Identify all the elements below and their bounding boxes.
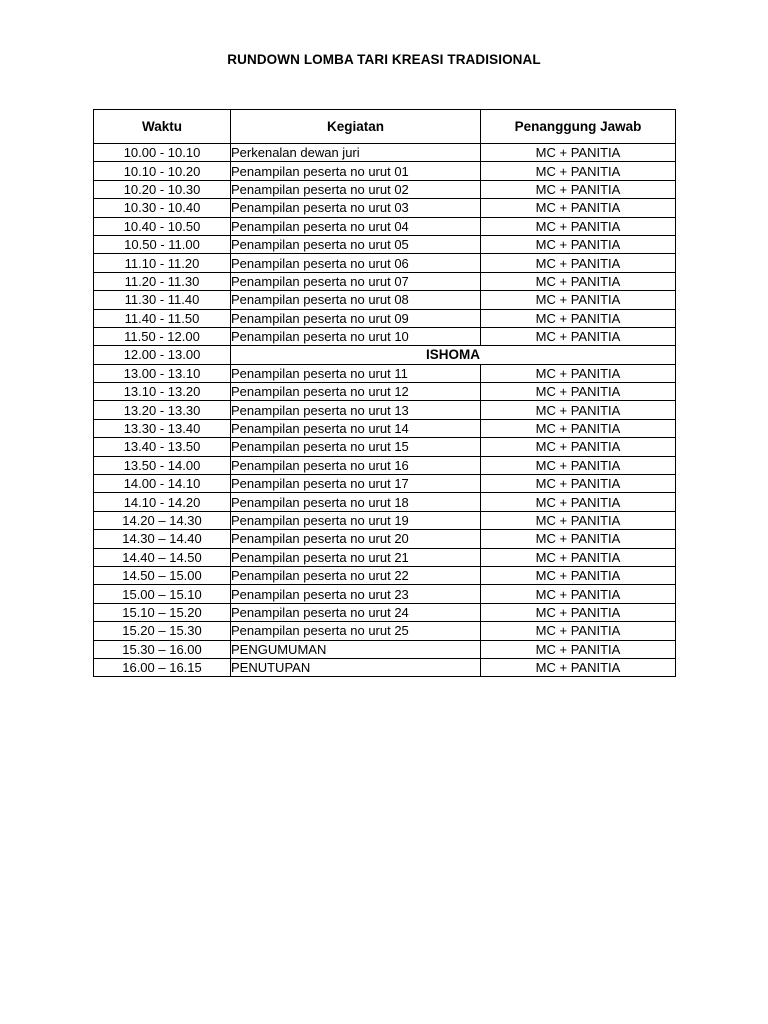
activity-cell: Penampilan peserta no urut 20 (231, 530, 481, 548)
activity-cell: Penampilan peserta no urut 02 (231, 180, 481, 198)
table-row (94, 254, 676, 272)
table-row (94, 566, 676, 584)
activity-cell: Penampilan peserta no urut 08 (231, 291, 481, 309)
time-cell: 10.00 - 10.10 (94, 144, 231, 162)
activity-cell: Penampilan peserta no urut 24 (231, 603, 481, 621)
responsible-cell: MC + PANITIA (481, 603, 676, 621)
table-row (94, 475, 676, 493)
table-row (94, 291, 676, 309)
responsible-cell: MC + PANITIA (481, 199, 676, 217)
time-cell: 13.30 - 13.40 (94, 419, 231, 437)
time-cell: 15.30 – 16.00 (94, 640, 231, 658)
activity-cell: Penampilan peserta no urut 12 (231, 383, 481, 401)
responsible-cell: MC + PANITIA (481, 401, 676, 419)
time-cell: 11.40 - 11.50 (94, 309, 231, 327)
activity-cell: Perkenalan dewan juri (231, 144, 481, 162)
responsible-cell: MC + PANITIA (481, 530, 676, 548)
activity-cell: Penampilan peserta no urut 25 (231, 622, 481, 640)
responsible-cell: MC + PANITIA (481, 327, 676, 345)
responsible-cell: MC + PANITIA (481, 456, 676, 474)
time-cell: 15.20 – 15.30 (94, 622, 231, 640)
responsible-cell: MC + PANITIA (481, 493, 676, 511)
time-cell: 10.20 - 10.30 (94, 180, 231, 198)
time-cell: 15.00 – 15.10 (94, 585, 231, 603)
responsible-cell: MC + PANITIA (481, 383, 676, 401)
time-cell: 15.10 – 15.20 (94, 603, 231, 621)
time-cell: 10.50 - 11.00 (94, 235, 231, 253)
activity-cell: Penampilan peserta no urut 15 (231, 438, 481, 456)
page-title: RUNDOWN LOMBA TARI KREASI TRADISIONAL (227, 52, 541, 67)
table-row (94, 401, 676, 419)
activity-cell: Penampilan peserta no urut 09 (231, 309, 481, 327)
responsible-cell: MC + PANITIA (481, 566, 676, 584)
activity-cell: Penampilan peserta no urut 10 (231, 327, 481, 345)
time-cell: 10.10 - 10.20 (94, 162, 231, 180)
responsible-cell: MC + PANITIA (481, 475, 676, 493)
table-row (94, 272, 676, 290)
table-row (94, 364, 676, 382)
time-cell: 12.00 - 13.00 (94, 346, 231, 364)
responsible-cell: MC + PANITIA (481, 217, 676, 235)
responsible-cell: MC + PANITIA (481, 511, 676, 529)
time-cell: 11.30 - 11.40 (94, 291, 231, 309)
responsible-cell: MC + PANITIA (481, 162, 676, 180)
responsible-cell: MC + PANITIA (481, 254, 676, 272)
responsible-cell: MC + PANITIA (481, 309, 676, 327)
header-responsible: Penanggung Jawab (481, 110, 676, 144)
responsible-cell: MC + PANITIA (481, 144, 676, 162)
activity-cell: Penampilan peserta no urut 21 (231, 548, 481, 566)
break-cell: ISHOMA (231, 346, 676, 364)
table-row (94, 456, 676, 474)
table-row (94, 548, 676, 566)
table-row (94, 493, 676, 511)
activity-cell: Penampilan peserta no urut 14 (231, 419, 481, 437)
table-row (94, 309, 676, 327)
time-cell: 11.20 - 11.30 (94, 272, 231, 290)
table-row (94, 199, 676, 217)
responsible-cell: MC + PANITIA (481, 438, 676, 456)
activity-cell: Penampilan peserta no urut 22 (231, 566, 481, 584)
responsible-cell: MC + PANITIA (481, 364, 676, 382)
time-cell: 13.40 - 13.50 (94, 438, 231, 456)
table-row (94, 383, 676, 401)
activity-cell: Penampilan peserta no urut 23 (231, 585, 481, 603)
time-cell: 13.10 - 13.20 (94, 383, 231, 401)
table-row (94, 640, 676, 658)
time-cell: 14.50 – 15.00 (94, 566, 231, 584)
activity-cell: Penampilan peserta no urut 19 (231, 511, 481, 529)
table-row (94, 217, 676, 235)
responsible-cell: MC + PANITIA (481, 235, 676, 253)
activity-cell: Penampilan peserta no urut 13 (231, 401, 481, 419)
header-activity: Kegiatan (231, 110, 481, 144)
activity-cell: Penampilan peserta no urut 16 (231, 456, 481, 474)
table-row (94, 235, 676, 253)
activity-cell: Penampilan peserta no urut 01 (231, 162, 481, 180)
header-time: Waktu (94, 110, 231, 144)
responsible-cell: MC + PANITIA (481, 548, 676, 566)
activity-cell: Penampilan peserta no urut 06 (231, 254, 481, 272)
table-row (94, 603, 676, 621)
time-cell: 10.30 - 10.40 (94, 199, 231, 217)
responsible-cell: MC + PANITIA (481, 272, 676, 290)
time-cell: 14.40 – 14.50 (94, 548, 231, 566)
activity-cell: Penampilan peserta no urut 03 (231, 199, 481, 217)
time-cell: 13.50 - 14.00 (94, 456, 231, 474)
time-cell: 14.30 – 14.40 (94, 530, 231, 548)
table-row (94, 162, 676, 180)
time-cell: 14.20 – 14.30 (94, 511, 231, 529)
table-row (94, 530, 676, 548)
table-row (94, 327, 676, 345)
table-body (94, 144, 676, 677)
table-row (94, 419, 676, 437)
time-cell: 14.00 - 14.10 (94, 475, 231, 493)
responsible-cell: MC + PANITIA (481, 640, 676, 658)
responsible-cell: MC + PANITIA (481, 658, 676, 676)
activity-cell: PENGUMUMAN (231, 640, 481, 658)
time-cell: 14.10 - 14.20 (94, 493, 231, 511)
table-header-row (94, 110, 676, 144)
table-row (94, 511, 676, 529)
activity-cell: Penampilan peserta no urut 07 (231, 272, 481, 290)
time-cell: 13.20 - 13.30 (94, 401, 231, 419)
table-row (94, 622, 676, 640)
activity-cell: Penampilan peserta no urut 05 (231, 235, 481, 253)
table-row (94, 346, 676, 364)
table-row (94, 585, 676, 603)
table-row (94, 180, 676, 198)
time-cell: 13.00 - 13.10 (94, 364, 231, 382)
time-cell: 11.50 - 12.00 (94, 327, 231, 345)
activity-cell: PENUTUPAN (231, 658, 481, 676)
rundown-table (93, 109, 676, 677)
responsible-cell: MC + PANITIA (481, 622, 676, 640)
time-cell: 16.00 – 16.15 (94, 658, 231, 676)
activity-cell: Penampilan peserta no urut 04 (231, 217, 481, 235)
responsible-cell: MC + PANITIA (481, 585, 676, 603)
activity-cell: Penampilan peserta no urut 18 (231, 493, 481, 511)
table-row (94, 144, 676, 162)
responsible-cell: MC + PANITIA (481, 180, 676, 198)
activity-cell: Penampilan peserta no urut 11 (231, 364, 481, 382)
table-row (94, 438, 676, 456)
responsible-cell: MC + PANITIA (481, 419, 676, 437)
responsible-cell: MC + PANITIA (481, 291, 676, 309)
table-row (94, 658, 676, 676)
time-cell: 10.40 - 10.50 (94, 217, 231, 235)
time-cell: 11.10 - 11.20 (94, 254, 231, 272)
activity-cell: Penampilan peserta no urut 17 (231, 475, 481, 493)
